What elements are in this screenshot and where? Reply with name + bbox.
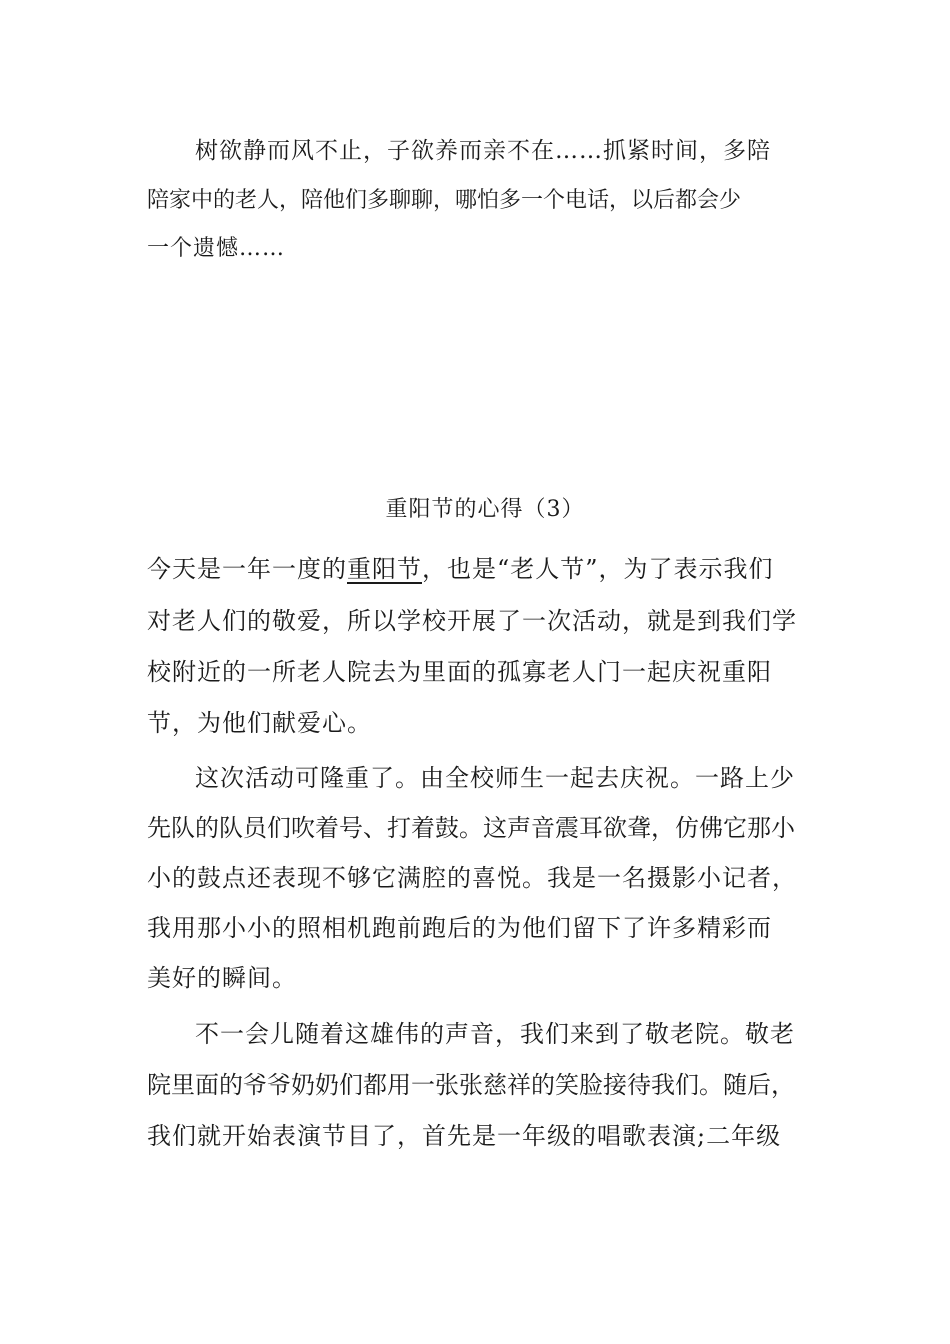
holiday-link[interactable]: 重阳节 — [347, 555, 422, 583]
text-line: 校附近的一所老人院去为里面的孤寡老人门一起庆祝重阳 — [147, 658, 772, 686]
text-line: 院里面的爷爷奶奶们都用一张张慈祥的笑脸接待我们。随后， — [147, 1071, 795, 1099]
text-line: 我们就开始表演节目了，首先是一年级的唱歌表演;二年级 — [147, 1122, 782, 1150]
text-line: 一个遗憾…… — [147, 236, 286, 261]
text-segment: 今天是一年一度的 — [147, 555, 347, 583]
text-line: 小的鼓点还表现不够它满腔的喜悦。我是一名摄影小记者， — [147, 864, 797, 892]
article-title: 重阳节的心得（3） — [385, 497, 585, 522]
text-line: 先队的队员们吹着号、打着鼓。这声音震耳欲聋，仿佛它那小 — [147, 814, 795, 842]
text-line — [147, 553, 774, 585]
text-line: 我用那小小的照相机跑前跑后的为他们留下了许多精彩而 — [147, 914, 772, 942]
text-line: 树欲静而风不止，子欲养而亲不在……抓紧时间，多陪 — [195, 138, 771, 164]
text-line: 美好的瞬间。 — [147, 964, 297, 992]
text-line: 节，为他们献爱心。 — [147, 709, 372, 737]
text-segment: ，也是“老人节”，为了表示我们 — [422, 555, 774, 583]
text-line: 这次活动可隆重了。由全校师生一起去庆祝。一路上少 — [195, 764, 795, 792]
text-line: 对老人们的敬爱，所以学校开展了一次活动，就是到我们学 — [147, 607, 797, 635]
text-line: 不一会儿随着这雄伟的声音，我们来到了敬老院。敬老 — [195, 1020, 795, 1048]
text-line: 陪家中的老人，陪他们多聊聊，哪怕多一个电话，以后都会少 — [147, 188, 742, 213]
